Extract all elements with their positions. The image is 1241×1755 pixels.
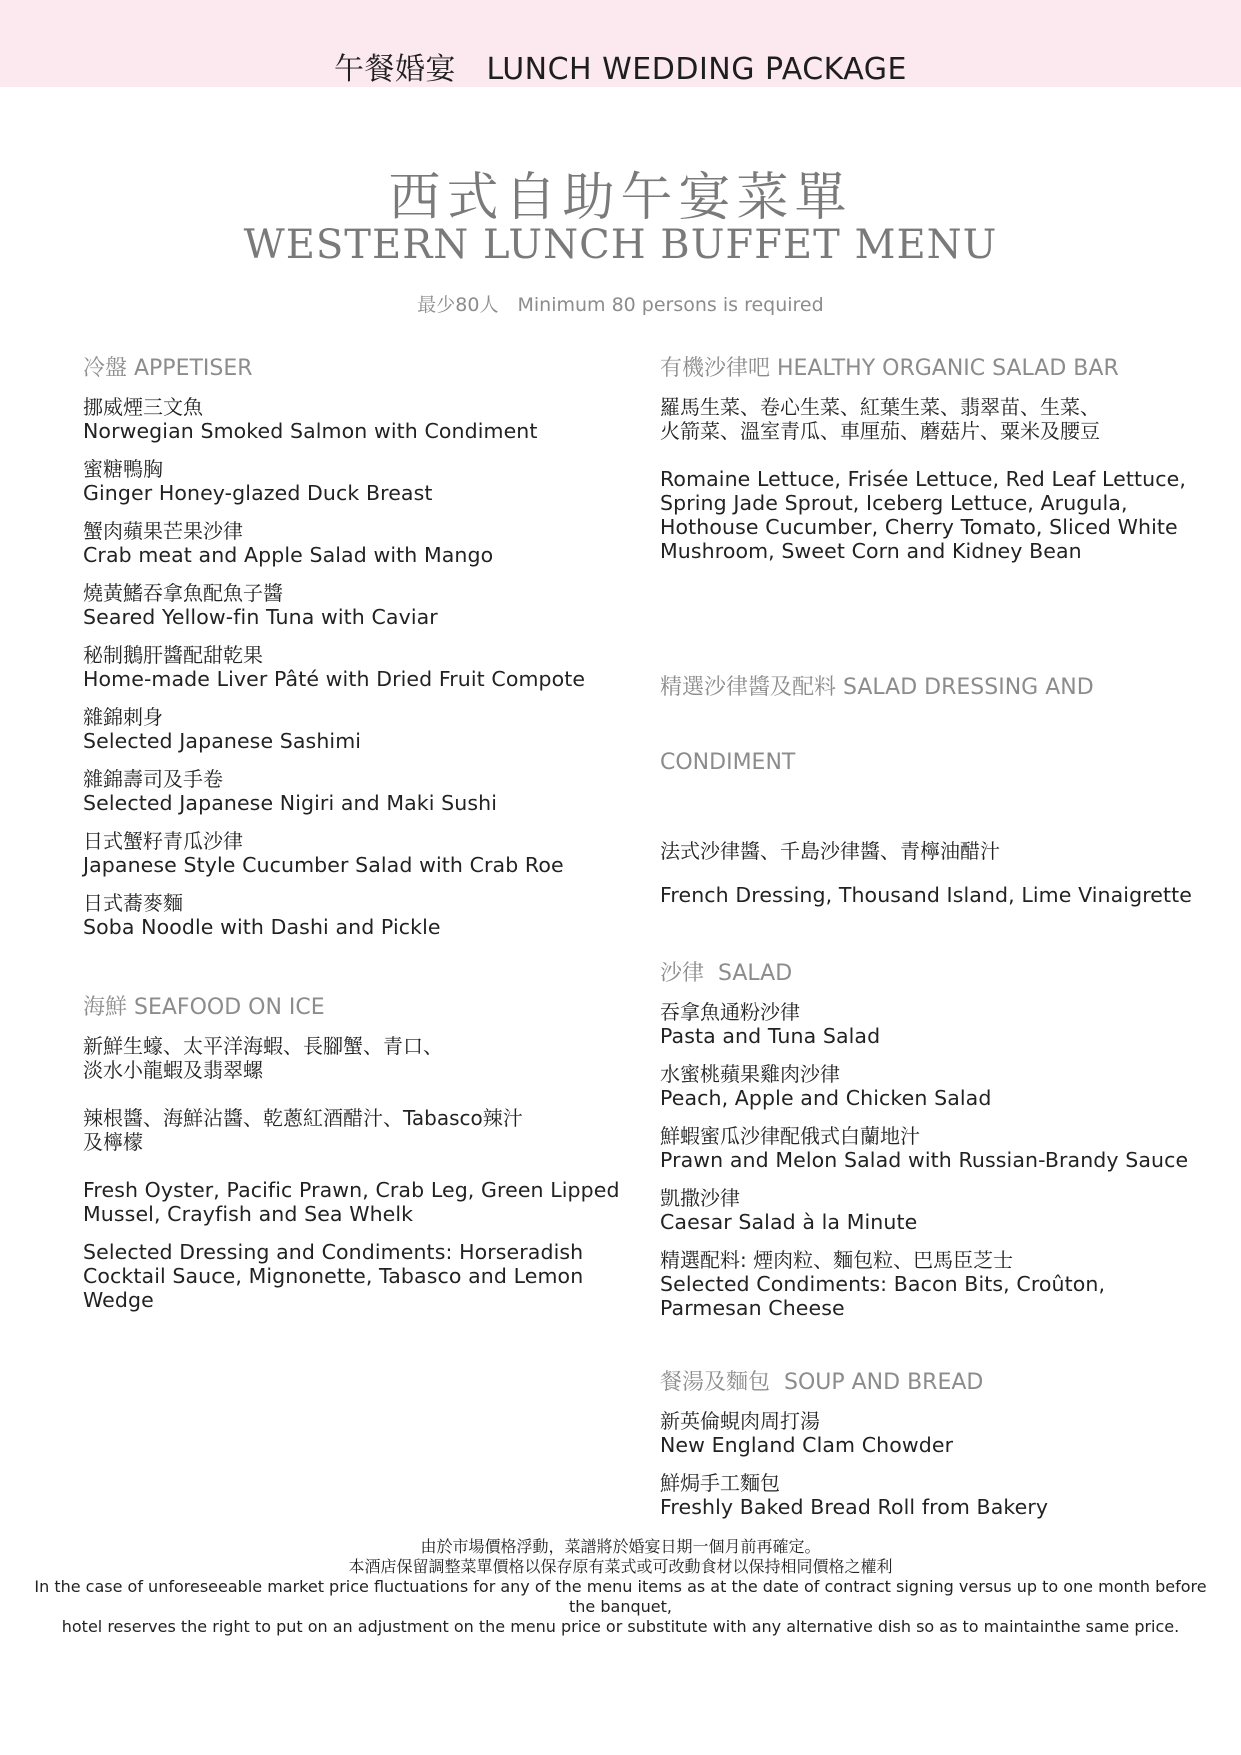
heading-line: 精選沙律醬及配料 SALAD DRESSING AND [660, 675, 1094, 700]
text-line: Hothouse Cucumber, Cherry Tomato, Sliced White [660, 515, 1178, 539]
salad-section [660, 961, 1220, 1320]
disclaimer-line: hotel reserves the right to put on an adjustment on the menu price or substitute with any alternative dish so as to maintainthe same price. [61, 1617, 1180, 1636]
section-spacer [83, 953, 663, 995]
menu-item-zh: 日式蕎麥麵 [83, 891, 183, 915]
menu-item-zh: 水蜜桃蘋果雞肉沙律 [660, 1062, 840, 1086]
menu-item [83, 581, 663, 629]
condiments-list-en [83, 1240, 663, 1312]
section-heading: 餐湯及麵包 SOUP AND BREAD [660, 1370, 984, 1395]
menu-item-en: Japanese Style Cucumber Salad with Crab Roe [83, 853, 564, 877]
menu-item-en: Caesar Salad à la Minute [660, 1210, 918, 1234]
menu-item [83, 829, 663, 877]
menu-item-en: Parmesan Cheese [660, 1296, 845, 1320]
menu-item-en: Norwegian Smoked Salmon with Condiment [83, 419, 538, 443]
text-line: 辣根醬、海鮮沾醬、乾蔥紅酒醋汁、Tabasco辣汁 [83, 1106, 523, 1130]
menu-item [83, 519, 663, 567]
text-line: Mushroom, Sweet Corn and Kidney Bean [660, 539, 1082, 563]
menu-item-zh: 凱撒沙律 [660, 1186, 740, 1210]
text-line: 法式沙律醬、千島沙律醬、青檸油醋汁 [660, 839, 1000, 863]
appetiser-section [83, 356, 663, 939]
menu-item-en: Crab meat and Apple Salad with Mango [83, 543, 494, 567]
menu-item-zh: 鮮焗手工麵包 [660, 1471, 780, 1495]
menu-item-en: Selected Japanese Nigiri and Maki Sushi [83, 791, 498, 815]
menu-item-zh: 精選配料: 煙肉粒、麵包粒、巴馬臣芝士 [660, 1248, 1014, 1272]
disclaimer-line: 由於市場價格浮動，菜譜將於婚宴日期一個月前再確定。 [420, 1537, 821, 1556]
salad-bar-section [660, 356, 1220, 563]
menu-item [83, 457, 663, 505]
section-heading: 沙律 SALAD [660, 961, 793, 986]
menu-item-en: Peach, Apple and Chicken Salad [660, 1086, 992, 1110]
condiments-list-zh [83, 1106, 663, 1154]
menu-item [660, 1124, 1220, 1172]
menu-item-zh: 秘制鵝肝醬配甜乾果 [83, 643, 263, 667]
menu-item [660, 1000, 1220, 1048]
seafood-list-zh [83, 1034, 663, 1082]
disclaimer-line: the banquet, [569, 1597, 672, 1616]
section-spacer [660, 931, 1220, 961]
menu-item-en: Pasta and Tuna Salad [660, 1024, 881, 1048]
seafood-list-en [83, 1178, 663, 1226]
heading-line: CONDIMENT [660, 750, 796, 775]
text-line: 淡水小龍蝦及翡翠螺 [83, 1058, 263, 1082]
menu-item-en: Selected Condiments: Bacon Bits, Croûton, [660, 1272, 1106, 1296]
disclaimer-line: 本酒店保留調整菜單價格以保存原有菜式或可改動食材以保持相同價格之權利 [348, 1557, 893, 1576]
menu-item-en: Selected Japanese Sashimi [83, 729, 362, 753]
section-heading: 冷盤 APPETISER [83, 356, 253, 381]
section-heading [660, 625, 1220, 825]
menu-item-en: Prawn and Melon Salad with Russian-Brandy Sauce [660, 1148, 1189, 1172]
text-line: 羅馬生菜、卷心生菜、紅葉生菜、翡翠苗、生菜、 [660, 395, 1100, 419]
menu-item-zh: 吞拿魚通粉沙律 [660, 1000, 800, 1024]
section-spacer [660, 1334, 1220, 1370]
text-line: Fresh Oyster, Pacific Prawn, Crab Leg, Green Lipped [83, 1178, 620, 1202]
menu-item-en: Soba Noodle with Dashi and Pickle [83, 915, 441, 939]
menu-item-zh: 挪威煙三文魚 [83, 395, 203, 419]
menu-item [83, 767, 663, 815]
menu-item-en: Seared Yellow-fin Tuna with Caviar [83, 605, 438, 629]
minimum-persons-note: 最少80人 Minimum 80 persons is required [417, 294, 824, 316]
menu-item [83, 891, 663, 939]
menu-item [83, 643, 663, 691]
menu-item-zh: 新英倫蜆肉周打湯 [660, 1409, 820, 1433]
section-spacer [660, 587, 1220, 625]
text-line: 及檸檬 [83, 1130, 143, 1154]
right-column [660, 356, 1220, 1533]
menu-item-en: Freshly Baked Bread Roll from Bakery [660, 1495, 1049, 1519]
text-line: French Dressing, Thousand Island, Lime Vinaigrette [660, 883, 1192, 907]
text-line: Romaine Lettuce, Frisée Lettuce, Red Leaf Lettuce, [660, 467, 1186, 491]
package-title: 午餐婚宴 LUNCH WEDDING PACKAGE [333, 52, 907, 87]
text-line: Selected Dressing and Condiments: Horseradish [83, 1240, 584, 1264]
menu-item-en: Ginger Honey-glazed Duck Breast [83, 481, 433, 505]
menu-item-zh: 日式蟹籽青瓜沙律 [83, 829, 243, 853]
salad-bar-list-zh [660, 395, 1220, 443]
menu-item [660, 1186, 1220, 1234]
text-line: Cocktail Sauce, Mignonette, Tabasco and Lemon [83, 1264, 584, 1288]
menu-item-zh: 燒黃鰭吞拿魚配魚子醬 [83, 581, 283, 605]
menu-item-zh: 蟹肉蘋果芒果沙律 [83, 519, 243, 543]
menu-item [83, 395, 663, 443]
soup-section [660, 1370, 1220, 1519]
text-line: 新鮮生蠔、太平洋海蝦、長腳蟹、青口、 [83, 1034, 443, 1058]
section-heading: 有機沙律吧 HEALTHY ORGANIC SALAD BAR [660, 356, 1119, 381]
dressing-list-zh [660, 839, 1220, 863]
left-column [83, 356, 663, 1336]
disclaimer-line: In the case of unforeseeable market price fluctuations for any of the menu items as at the date of contract signing versus up to one month before [34, 1577, 1207, 1596]
menu-item-en: Home-made Liver Pâté with Dried Fruit Compote [83, 667, 586, 691]
section-heading: 海鮮 SEAFOOD ON ICE [83, 995, 325, 1020]
salad-bar-list-en [660, 467, 1220, 563]
dressing-list-en [660, 883, 1220, 907]
menu-item-zh: 鮮蝦蜜瓜沙律配俄式白蘭地汁 [660, 1124, 920, 1148]
dressing-section [660, 625, 1220, 907]
menu-item [660, 1409, 1220, 1457]
menu-item [660, 1062, 1220, 1110]
menu-title-english: WESTERN LUNCH BUFFET MENU [243, 222, 998, 268]
text-line: Wedge [83, 1288, 154, 1312]
seafood-section [83, 995, 663, 1312]
menu-item [660, 1248, 1220, 1320]
menu-item-zh: 雜錦刺身 [83, 705, 163, 729]
menu-item-en: New England Clam Chowder [660, 1433, 954, 1457]
text-line: 火箭菜、溫室青瓜、車厘茄、蘑菇片、粟米及腰豆 [660, 419, 1100, 443]
menu-item-zh: 蜜糖鴨胸 [83, 457, 163, 481]
menu-item [660, 1471, 1220, 1519]
menu-item-zh: 雜錦壽司及手卷 [83, 767, 223, 791]
menu-title-chinese: 西式自助午宴菜單 [388, 168, 853, 228]
price-disclaimer [0, 1537, 1241, 1637]
menu-item [83, 705, 663, 753]
text-line: Spring Jade Sprout, Iceberg Lettuce, Arugula, [660, 491, 1128, 515]
text-line: Mussel, Crayfish and Sea Whelk [83, 1202, 414, 1226]
